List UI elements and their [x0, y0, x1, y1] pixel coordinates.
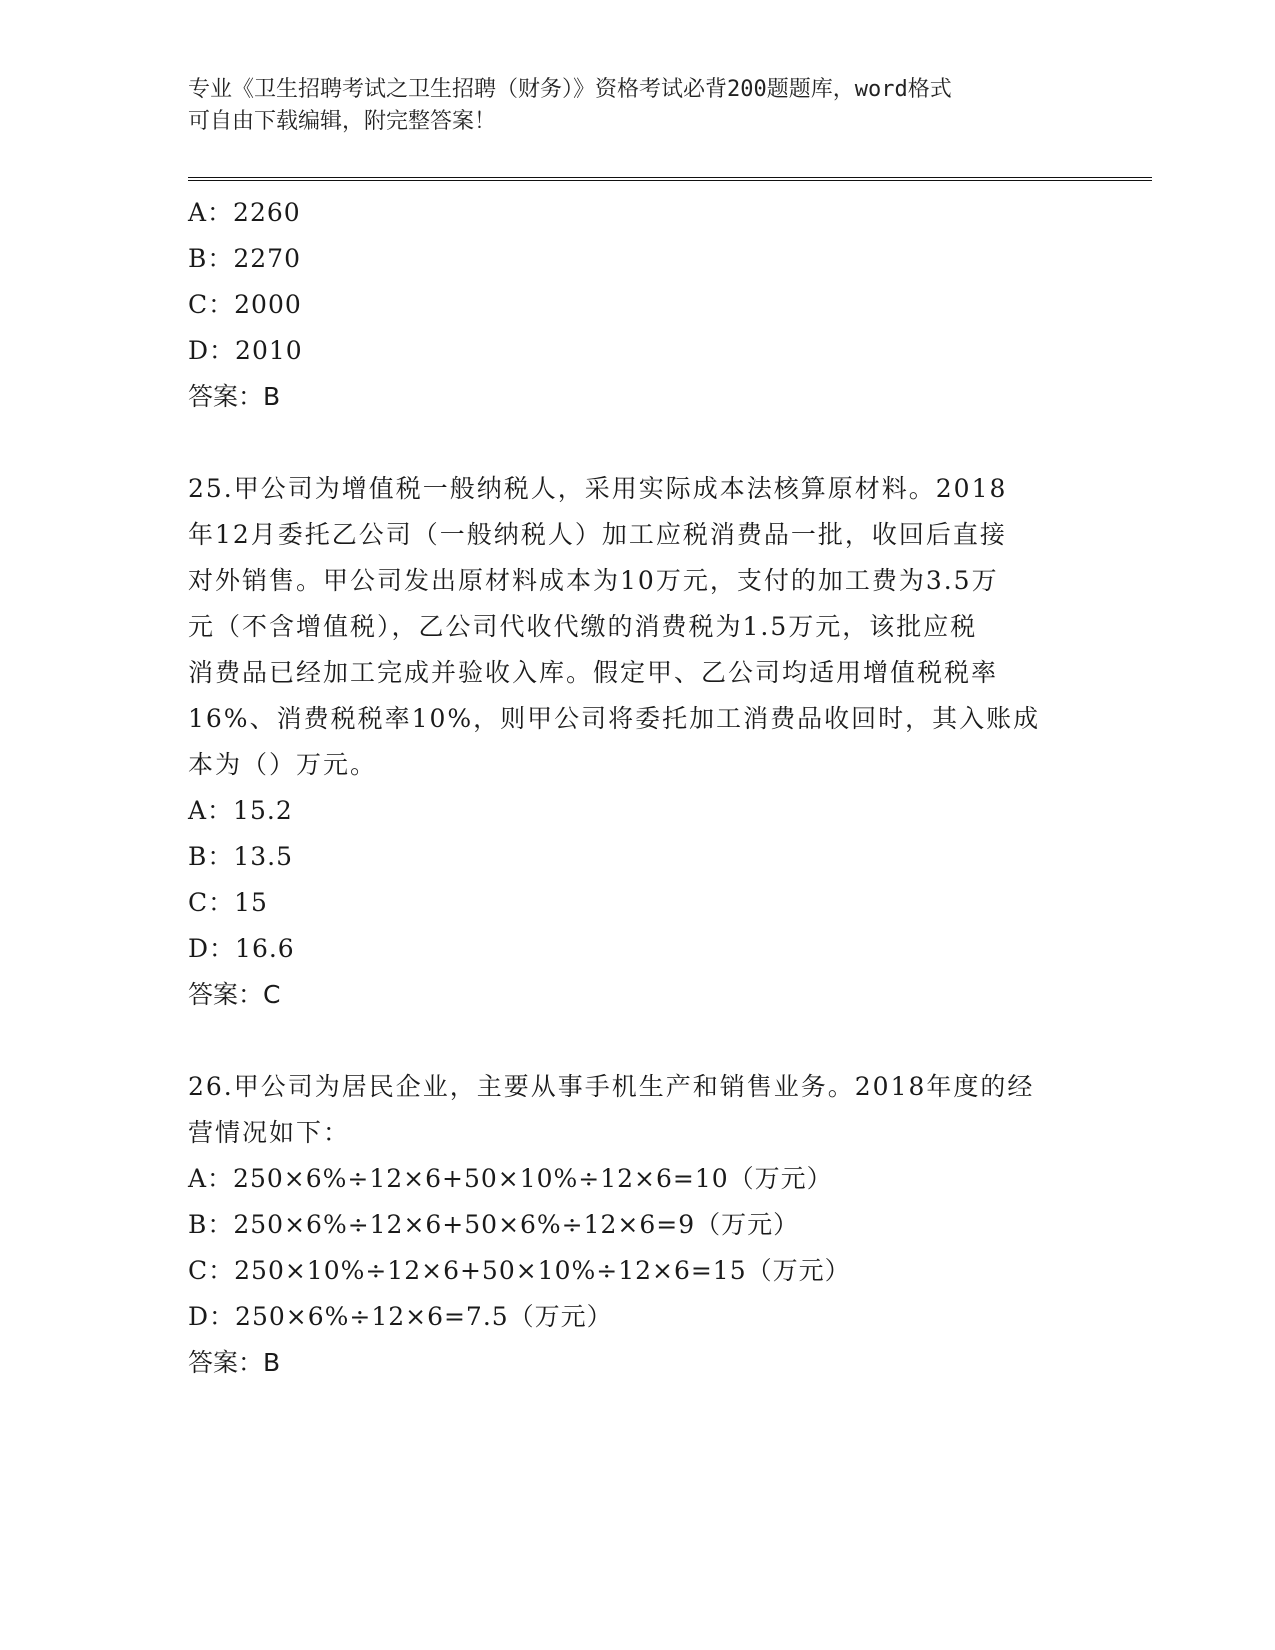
- header-divider: [188, 177, 1152, 181]
- question-text-line: 对外销售。甲公司发出原材料成本为10万元，支付的加工费为3.5万: [188, 566, 999, 595]
- question-25: [188, 466, 1088, 1018]
- option-a: A：250×6%÷12×6+50×10%÷12×6=10（万元）: [188, 1164, 833, 1193]
- question-26-answer: 答案：B: [188, 1348, 281, 1377]
- option-b: B：13.5: [188, 842, 294, 871]
- option-c: C：250×10%÷12×6+50×10%÷12×6=15（万元）: [188, 1256, 851, 1285]
- question-26: [188, 1064, 1088, 1386]
- option-d: D：16.6: [188, 934, 295, 963]
- question-text-line: 本为（）万元。: [188, 750, 378, 779]
- question-text-line: 年12月委托乙公司（一般纳税人）加工应税消费品一批，收回后直接: [188, 520, 1007, 549]
- question-text-line: 元（不含增值税），乙公司代收代缴的消费税为1.5万元，该批应税: [188, 612, 978, 641]
- question-24-options: [188, 190, 1088, 374]
- question-25-text: [188, 466, 1068, 788]
- document-header: [188, 74, 1088, 138]
- question-text-line: 25.甲公司为增值税一般纳税人，采用实际成本法核算原材料。2018: [188, 474, 1008, 503]
- option-b: B：2270: [188, 244, 301, 273]
- option-b: B：250×6%÷12×6+50×6%÷12×6=9（万元）: [188, 1210, 800, 1239]
- option-a: A：2260: [188, 198, 301, 227]
- option-d: D：250×6%÷12×6=7.5（万元）: [188, 1302, 613, 1331]
- question-text-line: 16%、消费税税率10%，则甲公司将委托加工消费品收回时，其入账成: [188, 704, 1041, 733]
- question-26-text: [188, 1064, 1068, 1156]
- option-d: D：2010: [188, 336, 303, 365]
- option-a: A：15.2: [188, 796, 293, 825]
- question-text-line: 消费品已经加工完成并验收入库。假定甲、乙公司均适用增值税税率: [188, 658, 999, 687]
- header-line-1: 专业《卫生招聘考试之卫生招聘（财务）》资格考试必背200题题库，word格式: [188, 77, 952, 102]
- question-text-line: 营情况如下：: [188, 1118, 351, 1147]
- option-c: C：2000: [188, 290, 302, 319]
- question-text-line: 26.甲公司为居民企业，主要从事手机生产和销售业务。2018年度的经: [188, 1072, 1035, 1101]
- question-25-answer: 答案：C: [188, 980, 281, 1009]
- document-body: [188, 190, 1088, 1386]
- option-c: C：15: [188, 888, 268, 917]
- header-line-2: 可自由下载编辑，附完整答案！: [188, 109, 497, 134]
- question-24-answer: 答案：B: [188, 382, 281, 411]
